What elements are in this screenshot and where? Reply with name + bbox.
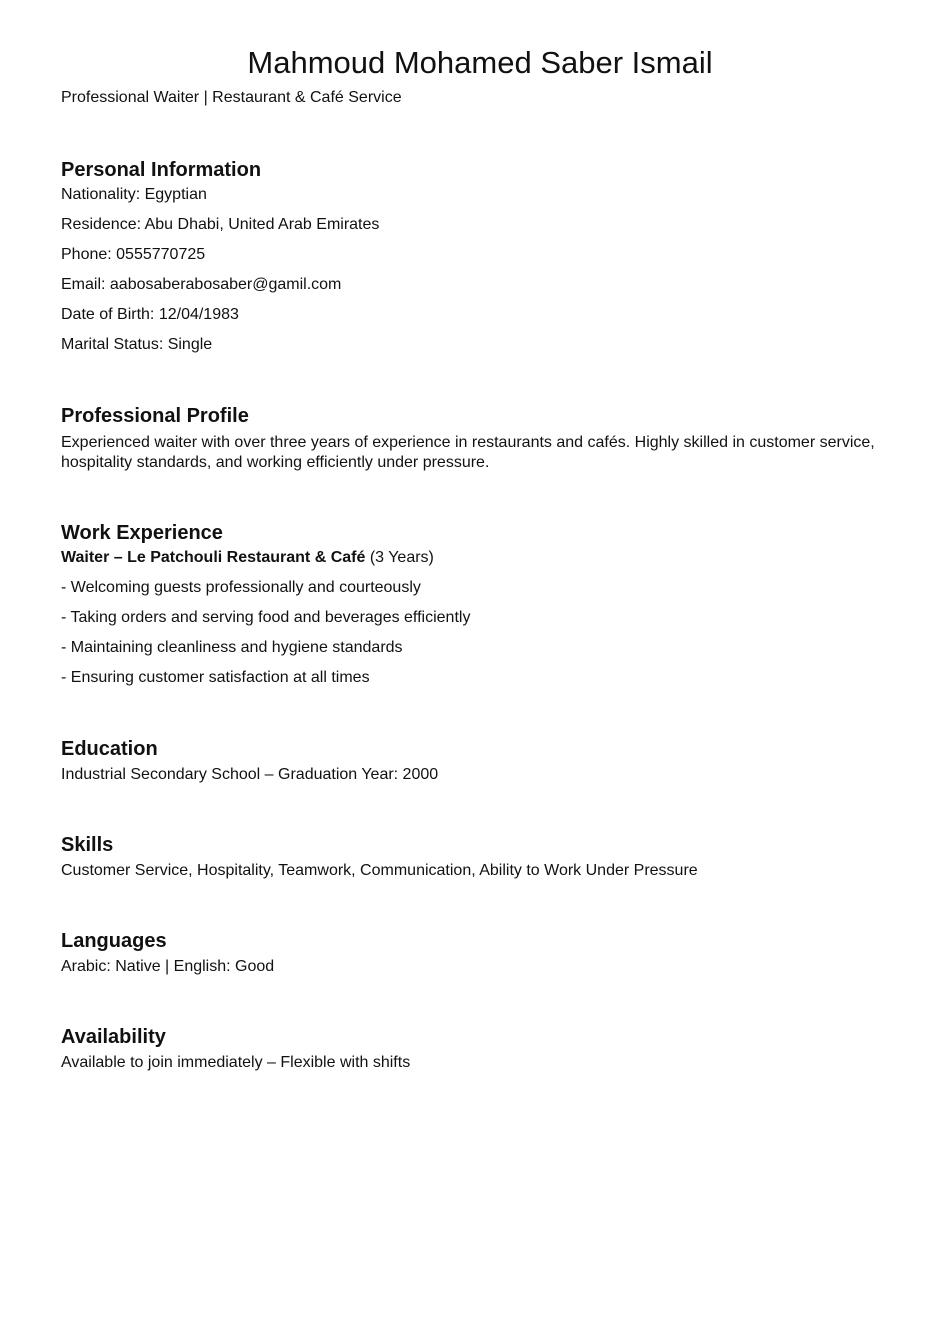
- section-heading-availability: Availability: [61, 1026, 166, 1048]
- languages-section: [61, 928, 881, 977]
- work-experience-section: [61, 520, 881, 688]
- section-heading-work: Work Experience: [61, 522, 223, 544]
- duty-item: - Welcoming guests professionally and courteously: [61, 579, 421, 596]
- marital-status-line: Marital Status: Single: [61, 336, 213, 353]
- education-text: Industrial Secondary School – Graduation Year: 2000: [61, 766, 439, 783]
- availability-text: Available to join immediately – Flexible with shifts: [61, 1054, 411, 1071]
- section-heading-skills: Skills: [61, 834, 114, 856]
- date-of-birth-line: Date of Birth: 12/04/1983: [61, 306, 239, 323]
- availability-section: [61, 1024, 881, 1073]
- phone-line: Phone: 0555770725: [61, 246, 206, 263]
- duty-item: - Maintaining cleanliness and hygiene standards: [61, 639, 403, 656]
- skills-text: Customer Service, Hospitality, Teamwork, Communication, Ability to Work Under Pressure: [61, 862, 698, 879]
- candidate-name: Mahmoud Mohamed Saber Ismail: [247, 45, 713, 80]
- professional-profile-section: [61, 403, 881, 473]
- personal-information-section: [61, 157, 881, 355]
- residence-line: Residence: Abu Dhabi, United Arab Emirates: [61, 216, 380, 233]
- profile-summary: Experienced waiter with over three years of experience in restaurants and cafés. Highly skilled in customer service, hospitality standards, and working efficiently under pressure.: [61, 434, 875, 471]
- languages-text: Arabic: Native | English: Good: [61, 958, 275, 975]
- education-section: [61, 736, 881, 785]
- section-heading-profile: Professional Profile: [61, 405, 249, 427]
- section-heading-personal: Personal Information: [61, 159, 262, 181]
- nationality-line: Nationality: Egyptian: [61, 186, 207, 203]
- duty-item: - Taking orders and serving food and beverages efficiently: [61, 609, 471, 626]
- job-title-line: [61, 548, 881, 578]
- candidate-subtitle: Professional Waiter | Restaurant & Café Service: [61, 89, 402, 106]
- duty-item: - Ensuring customer satisfaction at all times: [61, 669, 370, 686]
- email-line: Email: aabosaberabosaber@gamil.com: [61, 276, 342, 293]
- job-duration: (3 Years): [369, 549, 434, 566]
- skills-section: [61, 832, 881, 881]
- section-heading-education: Education: [61, 738, 158, 760]
- job-title: Waiter – Le Patchouli Restaurant & Café: [61, 549, 366, 566]
- section-heading-languages: Languages: [61, 930, 167, 952]
